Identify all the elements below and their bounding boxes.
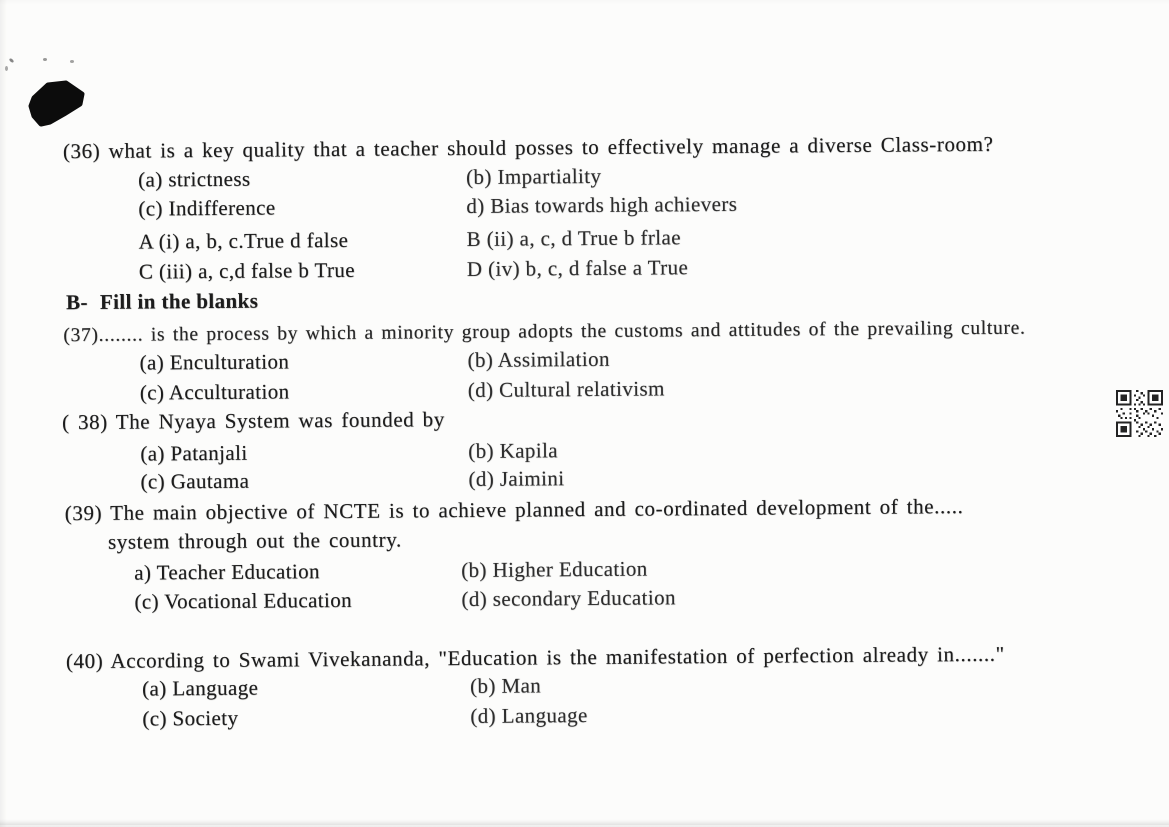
question-38-option-d: (d) Jaimini xyxy=(468,466,565,491)
question-40-option-a: (a) Language xyxy=(142,675,259,701)
question-39-option-b: (b) Higher Education xyxy=(461,556,648,583)
question-39-option-d: (d) secondary Education xyxy=(461,585,676,612)
scan-edge-smudge xyxy=(0,819,1169,825)
question-36-key-b: B (ii) a, c, d True b frlae xyxy=(466,225,682,251)
question-36-option-b: (b) Impartiality xyxy=(466,163,602,189)
question-39-option-c: (c) Vocational Education xyxy=(134,587,353,614)
question-37-option-c: (c) Acculturation xyxy=(139,379,290,405)
question-38-text: ( 38) The Nyaya System was founded by xyxy=(61,407,445,435)
question-36-key-a: A (i) a, b, c.True d false xyxy=(138,227,349,254)
question-40-option-d: (d) Language xyxy=(470,703,588,728)
question-40-option-c: (c) Society xyxy=(142,705,239,731)
question-38-option-b: (b) Kapila xyxy=(468,438,559,463)
question-36-text: (36) what is a key quality that a teacher should posses to effectively manage a diverse Class-room? xyxy=(62,131,994,164)
question-36-option-c: (c) Indifference xyxy=(138,195,276,221)
question-40-option-b: (b) Man xyxy=(470,673,542,698)
section-b-title: Fill in the blanks xyxy=(99,288,259,314)
question-37-option-a: (a) Enculturation xyxy=(139,349,290,375)
question-39-text-line1: (39) The main objective of NCTE is to achieve planned and co-ordinated development of the..... xyxy=(64,494,964,526)
question-40-text: (40) According to Swami Vivekananda, "Education is the manifestation of perfection already in......." xyxy=(65,641,1005,674)
question-39-option-a: a) Teacher Education xyxy=(134,559,321,585)
question-38-option-c: (c) Gautama xyxy=(140,468,250,494)
question-37-option-d: (d) Cultural relativism xyxy=(467,376,665,402)
question-36-key-c: C (iii) a, c,d false b True xyxy=(138,257,356,284)
question-36-option-a: (a) strictness xyxy=(138,166,251,192)
question-37-option-b: (b) Assimilation xyxy=(467,346,610,372)
question-39-text-line2: system through out the country. xyxy=(107,527,402,554)
section-b-header xyxy=(66,289,258,315)
question-38-option-a: (a) Patanjali xyxy=(140,440,248,466)
question-36-key-d: D (iv) b, c, d false a True xyxy=(466,255,689,281)
question-36-option-d: d) Bias towards high achievers xyxy=(466,191,738,218)
section-b-label: B- xyxy=(65,289,88,315)
question-37-text: (37)........ is the process by which a minority group adopts the customs and attitudes of the prevailing culture. xyxy=(63,317,1026,347)
